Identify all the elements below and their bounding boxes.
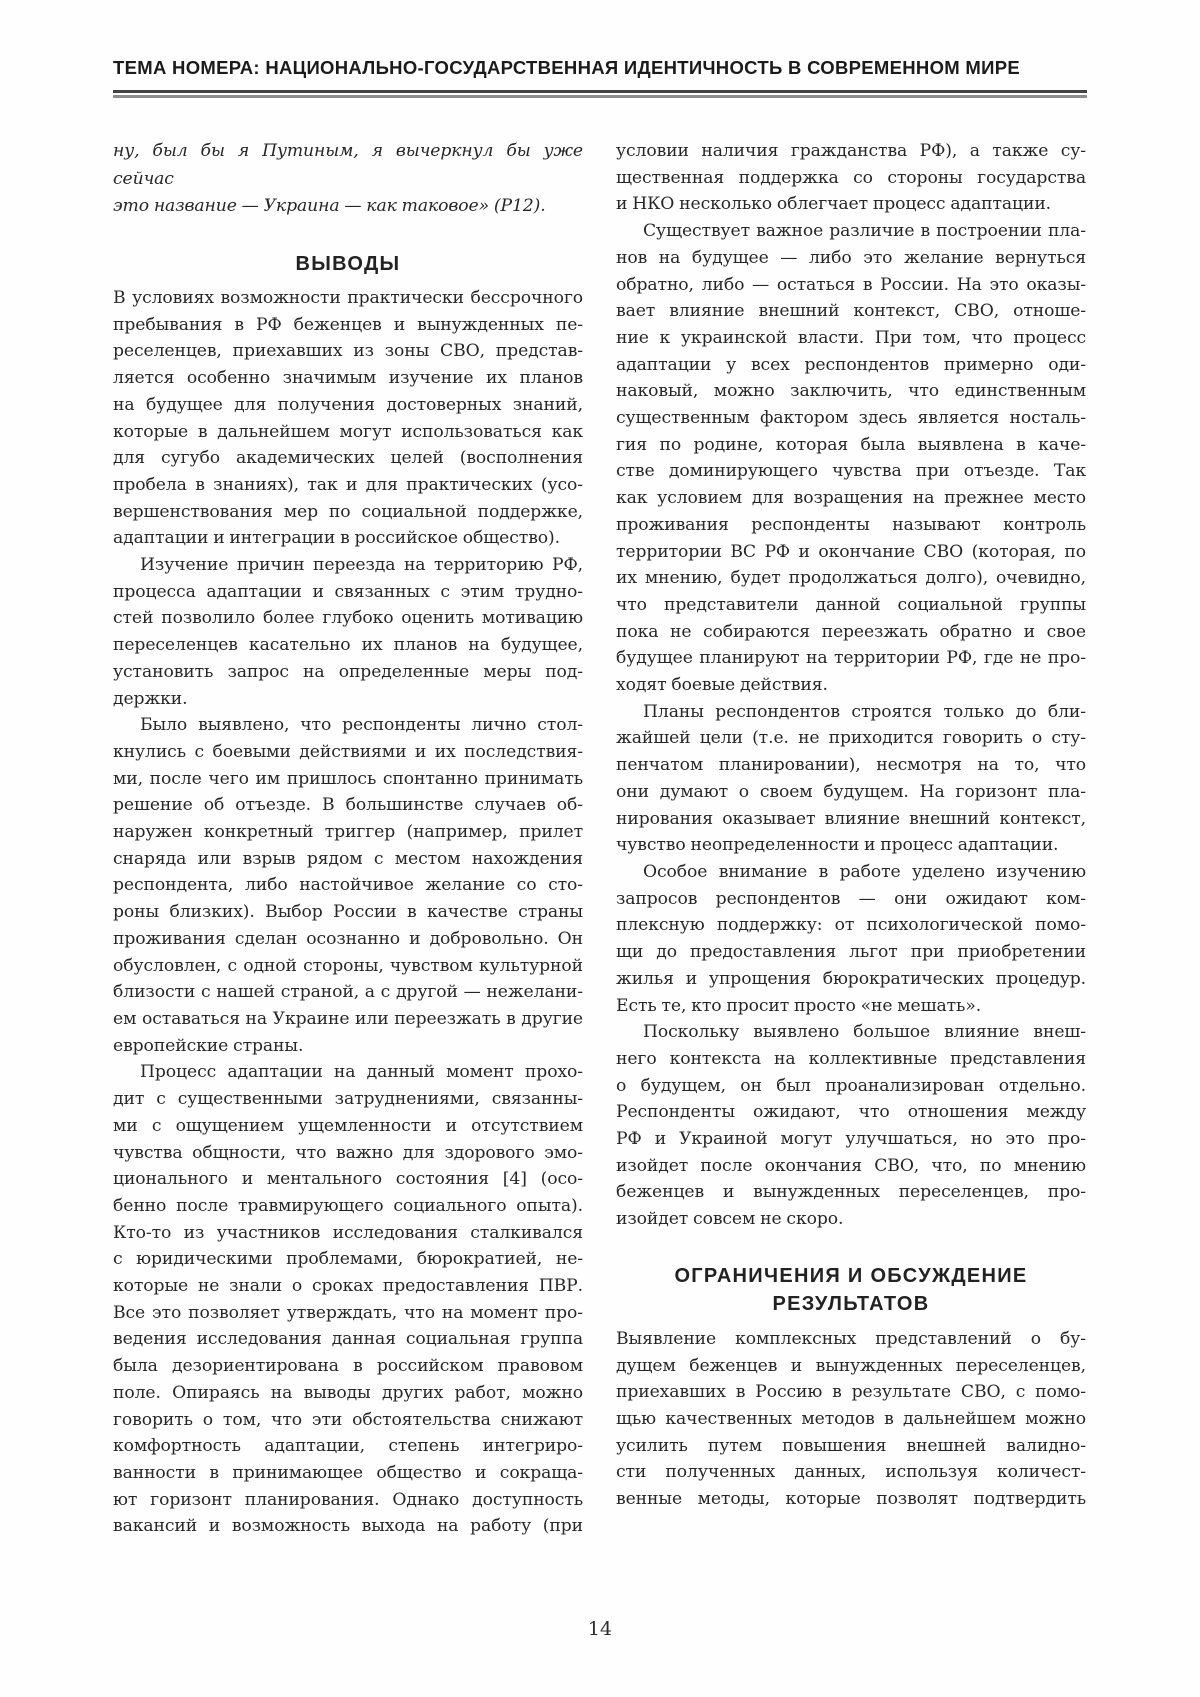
text-line: вает влияние внешний контекст, СВО, отноше- <box>616 301 1086 322</box>
text-line: Существует важное различие в построении пла- <box>643 221 1086 242</box>
text-line: которые в дальнейшем могут использоваться как <box>113 421 583 442</box>
quote-line: ну, был бы я Путиным, я вычеркнул бы уже сейчас <box>113 141 583 189</box>
text-line: говорить о том, что эти обстоятельства снижают <box>113 1409 583 1430</box>
text-line: пребывания в РФ беженцев и вынужденных пе- <box>113 314 583 335</box>
page-number: 14 <box>587 1618 613 1640</box>
text-line: поле. Опираясь на выводы других работ, можно <box>113 1382 583 1403</box>
text-line: плексную поддержку: от психологической помо- <box>616 915 1086 936</box>
text-line: европейские страны. <box>113 1035 304 1056</box>
paragraph <box>113 285 583 552</box>
paragraph <box>113 552 583 712</box>
text-line: которые не знали о сроках предоставления ПВР. <box>113 1276 583 1297</box>
text-line: роны близких). Выбор России в качестве страны <box>113 902 583 923</box>
text-line: кнулись с боевыми действиями и их последствия- <box>113 741 583 762</box>
text-line: Особое внимание в работе уделено изучению <box>643 861 1086 882</box>
text-line: обратно, либо — остаться в России. На это оказы- <box>616 274 1086 295</box>
text-line: Планы респондентов строятся только до бли- <box>643 701 1086 722</box>
text-line: Кто-то из участников исследования сталкивался <box>113 1222 583 1243</box>
text-line: ние к украинской власти. При том, что процесс <box>616 327 1086 348</box>
text-line: с юридическими проблемами, бюрократией, не- <box>113 1249 583 1270</box>
text-line: Все это позволяет утверждать, что на момент про- <box>113 1302 583 1323</box>
quote-block <box>113 138 583 221</box>
right-column <box>616 138 1086 1540</box>
text-line: будущее планируют на территории РФ, где не про- <box>616 648 1086 669</box>
section-heading-line: РЕЗУЛЬТАТОВ <box>772 1293 930 1316</box>
text-line: вакансий и возможность выхода на работу (при <box>113 1516 583 1537</box>
text-line: бенно после травмирующего социального опыта). <box>113 1195 583 1216</box>
text-line: стей позволило более глубоко оценить мотивацию <box>113 608 583 629</box>
paragraph <box>616 138 1086 218</box>
text-line: территории ВС РФ и окончание СВО (которая, по <box>616 541 1086 562</box>
text-line: на будущее для получения достоверных знаний, <box>113 394 583 415</box>
text-line: была дезориентирована в российском правовом <box>113 1356 583 1377</box>
text-line: него контекста на коллективные представления <box>616 1048 1086 1069</box>
text-line: пока не собираются переезжать обратно и свое <box>616 621 1086 642</box>
page-header <box>113 0 1087 98</box>
text-line: В условиях возможности практически бессрочного <box>113 288 583 308</box>
paragraph <box>616 1326 1086 1513</box>
text-line: респондента, либо настойчивое желание со сто- <box>113 875 583 896</box>
text-line: установить запрос на определенные меры под- <box>113 661 583 682</box>
paragraph <box>616 859 1086 1019</box>
text-line: снаряда или взрыв рядом с местом нахождения <box>113 848 583 869</box>
text-line: переселенцев касательно их планов на будущее, <box>113 635 583 656</box>
text-line: жайшей цели (т.е. не приходится говорить о сту- <box>616 728 1086 749</box>
text-line: Было выявлено, что респонденты лично стол- <box>140 715 583 736</box>
text-line: приехавших в Россию в результате СВО, с помо- <box>616 1382 1086 1403</box>
header-rule <box>113 90 1087 98</box>
text-line: усилить путем повышения внешней валидно- <box>616 1435 1086 1456</box>
text-line: существенным фактором здесь является носталь- <box>616 408 1086 429</box>
paragraph <box>616 218 1086 699</box>
section-heading <box>113 250 583 279</box>
text-line: жилья и упрощения бюрократических процедур. <box>616 968 1086 989</box>
text-line: чувство неопределенности и процесс адаптации. <box>616 835 1059 856</box>
text-line: Изучение причин переезда на территорию РФ, <box>140 555 583 576</box>
text-line: как условием для возращения на прежнее место <box>616 488 1086 509</box>
text-line: пробела в знаниях), так и для практических (усо- <box>113 474 583 495</box>
text-line: решение об отъезде. В большинстве случаев об- <box>113 795 583 816</box>
section-heading-line: ОГРАНИЧЕНИЯ И ОБСУЖДЕНИЕ <box>674 1264 1028 1287</box>
paragraph <box>616 1019 1086 1233</box>
text-line: запросов респондентов — они ожидают ком- <box>616 888 1086 909</box>
text-line: Выявление комплексных представлений о бу- <box>616 1328 1086 1349</box>
text-line: гия по родине, которая была выявлена в каче- <box>616 434 1086 455</box>
text-line: процесса адаптации и связанных с этим трудно- <box>113 581 583 602</box>
two-column-text <box>113 138 1087 1540</box>
text-line: наковый, можно заключить, что единственным <box>616 381 1086 402</box>
text-line: реселенцев, приехавших из зоны СВО, представ- <box>113 341 583 362</box>
text-line: стве доминирующего чувства при отъезде. Так <box>616 461 1086 482</box>
text-line: ходят боевые действия. <box>616 675 828 696</box>
text-line: дит с существенными затруднениями, связанны- <box>113 1089 583 1110</box>
text-line: дущем беженцев и вынужденных переселенцев, <box>616 1355 1086 1376</box>
text-line: ют горизонт планирования. Однако доступность <box>113 1489 583 1510</box>
text-line: Респонденты ожидают, что отношения между <box>616 1102 1086 1123</box>
text-line: ем оставаться на Украине или переезжать в другие <box>113 1008 583 1029</box>
text-line: и НКО несколько облегчает процесс адаптации. <box>616 194 1052 215</box>
paragraph <box>113 1059 583 1540</box>
text-line: щью качественных методов в дальнейшем можно <box>616 1408 1086 1429</box>
left-column <box>113 138 583 1540</box>
text-line: ми, после чего им пришлось спонтанно принимать <box>113 768 583 789</box>
text-line: ционального и ментального состояния [4] (осо- <box>113 1169 583 1190</box>
text-line: они думают о своем будущем. На горизонт пла- <box>616 781 1086 802</box>
text-line: наружен конкретный триггер (например, прилет <box>113 822 583 843</box>
text-line: нирования оказывает влияние внешний контекст, <box>616 808 1086 829</box>
text-line: ванности в принимающее общество и сокраща- <box>113 1462 583 1483</box>
paragraph <box>616 699 1086 859</box>
section-heading-line: ВЫВОДЫ <box>295 252 401 275</box>
text-line: пенчатом планировании), несмотря на то, что <box>616 755 1086 776</box>
text-line: венные методы, которые позволят подтвердить <box>616 1489 1086 1510</box>
quote-line: это название — Украина — как таковое» (Р12). <box>113 196 546 216</box>
text-line: вершенствования мер по социальной поддержке, <box>113 501 583 522</box>
text-line: изойдет совсем не скоро. <box>616 1209 844 1230</box>
text-line: нов на будущее — либо это желание вернуться <box>616 247 1086 268</box>
text-line: близости с нашей страной, а с другой — нежелани- <box>113 982 583 1003</box>
text-line: чувства общности, что важно для здорового эмо- <box>113 1142 583 1163</box>
text-line: обусловлен, с одной стороны, чувством культурной <box>113 955 583 976</box>
text-line: щественная поддержка со стороны государства <box>616 167 1086 188</box>
text-line: адаптации у всех респондентов примерно оди- <box>616 354 1086 375</box>
text-line: адаптации и интеграции в российское общество). <box>113 528 560 549</box>
text-line: ляется особенно значимым изучение их планов <box>113 368 583 389</box>
text-line: проживания респонденты называют контроль <box>616 514 1086 535</box>
paragraph <box>113 712 583 1059</box>
text-line: о будущем, он был проанализирован отдельно. <box>616 1075 1086 1096</box>
text-line: Поскольку выявлено большое влияние внеш- <box>643 1022 1086 1043</box>
text-line: держки. <box>113 688 188 709</box>
text-line: проживания сделан осознанно и добровольно. Он <box>113 928 583 949</box>
section-heading <box>616 1262 1086 1319</box>
text-line: Есть те, кто просит просто «не мешать». <box>616 995 982 1016</box>
text-line: Процесс адаптации на данный момент прохо- <box>140 1062 583 1083</box>
text-line: для сугубо академических целей (восполнения <box>113 448 583 469</box>
text-line: сти полученных данных, используя количест- <box>616 1462 1086 1483</box>
text-line: что представители данной социальной группы <box>616 594 1086 615</box>
text-line: условии наличия гражданства РФ), а также су- <box>616 141 1086 161</box>
text-line: изойдет после окончания СВО, что, по мнению <box>616 1155 1086 1176</box>
text-line: щи до предоставления льгот при приобретении <box>616 942 1086 963</box>
text-line: их мнению, будет продолжаться долго), очевидно, <box>616 568 1086 589</box>
text-line: беженцев и вынужденных переселенцев, про- <box>616 1182 1086 1203</box>
text-line: комфортность адаптации, степень интегриро- <box>113 1436 583 1457</box>
text-line: РФ и Украиной могут улучшаться, но это про- <box>616 1129 1086 1150</box>
running-head: ТЕМА НОМЕРА: НАЦИОНАЛЬНО-ГОСУДАРСТВЕННАЯ ИДЕНТИЧНОСТЬ В СОВРЕМЕННОМ МИРЕ <box>113 57 1021 78</box>
text-line: ведения исследования данная социальная группа <box>113 1329 583 1350</box>
text-line: ми с ощущением ущемленности и отсутствием <box>113 1115 583 1136</box>
